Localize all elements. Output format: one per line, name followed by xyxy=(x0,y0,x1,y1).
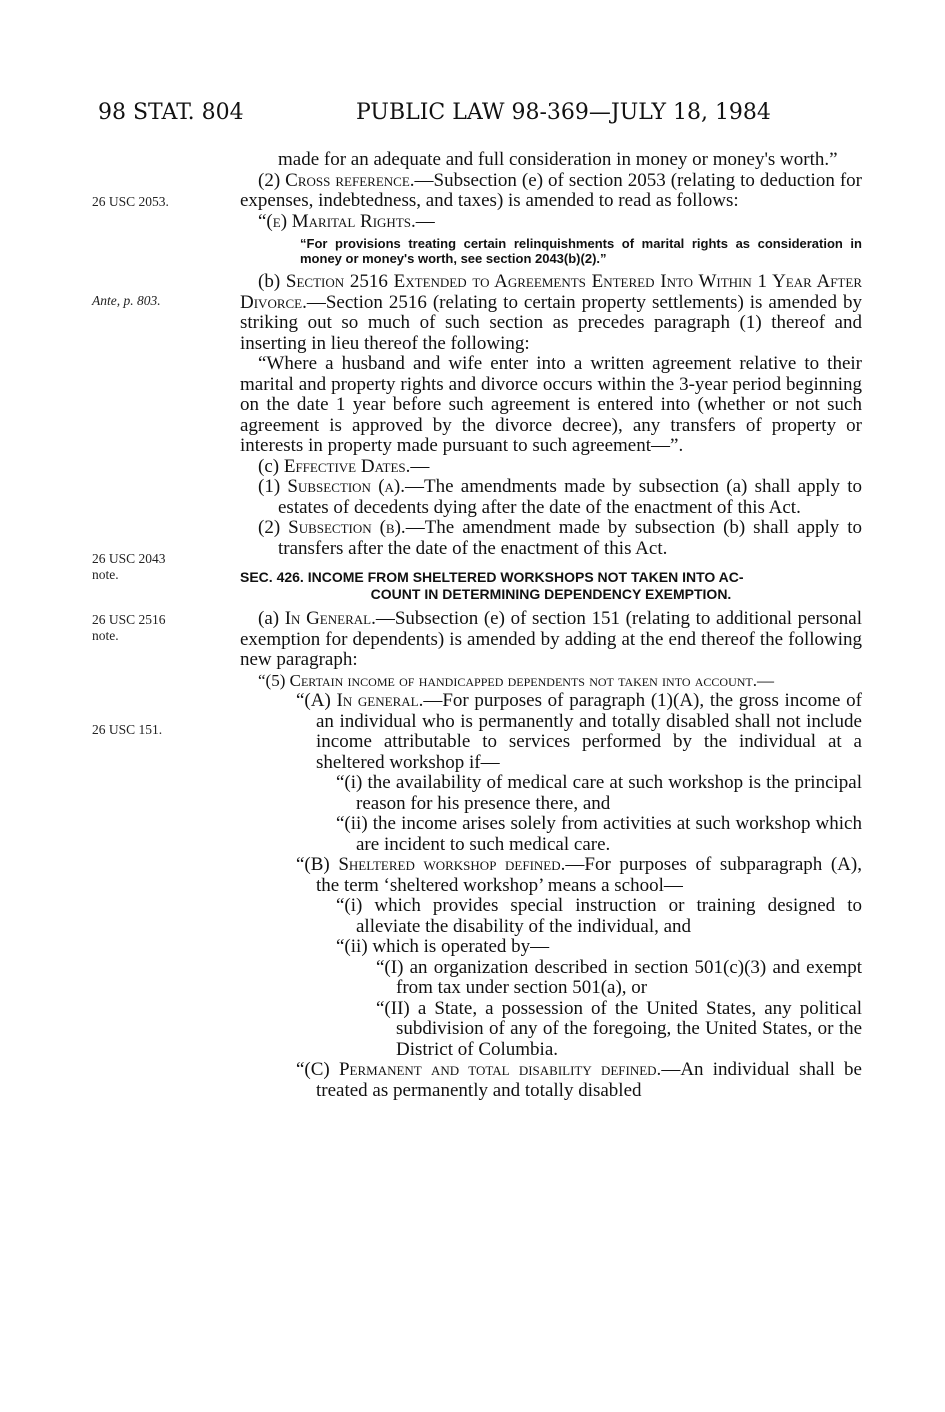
cross-reference-note: “For provisions treating certain relinquishments of marital rights as consideration in money or money's worth, see section 2043(b)(2).” xyxy=(300,236,862,266)
paragraph-label: (c) xyxy=(258,455,284,477)
paragraph-text: —Subsection (e) of section 151 (relating to additional personal exemption for dependents) is amended by adding at the end thereof the following new paragraph: xyxy=(240,608,862,670)
paragraph xyxy=(240,171,862,212)
paragraph-heading: “(C) Permanent and total disability defined. xyxy=(296,1059,662,1080)
paragraph-heading: “(A) In general. xyxy=(296,690,424,711)
paragraph-heading: Effective Dates.— xyxy=(283,455,430,477)
section-heading-line: COUNT IN DETERMINING DEPENDENCY EXEMPTION. xyxy=(370,586,732,602)
paragraph-heading: Section 2516 Extended to Agreements Entered Into Within 1 Year After Divorce. xyxy=(240,271,862,313)
paragraph-heading: Subsection (b). xyxy=(288,517,406,538)
margin-note-usc-2053: 26 USC 2053. xyxy=(92,194,169,209)
paragraph xyxy=(240,457,862,478)
paragraph-label: (2) xyxy=(258,169,286,191)
running-header: PUBLIC LAW 98-369—JULY 18, 1984 xyxy=(356,100,771,125)
paragraph-heading: Subsection (a). xyxy=(287,476,405,497)
margin-note-line: 26 USC 2043 xyxy=(92,551,166,566)
paragraph: “(i) the availability of medical care at such workshop is the principal reason for his presence there, and xyxy=(336,772,862,814)
paragraph-heading: “(B) Sheltered workshop defined. xyxy=(296,854,566,875)
paragraph: “(I) an organization described in section 501(c)(3) and exempt from tax under section 501(a), or xyxy=(376,956,862,998)
paragraph-label: (b) xyxy=(258,271,286,292)
paragraph-text: —For purposes of paragraph (1)(A), the gross income of an individual who is permanently and totally disabled shall not include income attributable to services performed by the individual at a sheltered workshop if— xyxy=(316,690,862,773)
paragraph-text: —Section 2516 (relating to certain property settlements) is amended by striking out so much of such section as precedes paragraph (1) thereof and inserting in lieu thereof the following: xyxy=(240,291,862,354)
paragraph xyxy=(240,272,862,354)
paragraph xyxy=(240,518,862,559)
margin-note-usc-2043 xyxy=(92,551,166,583)
paragraph-heading: In General. xyxy=(284,608,376,629)
section-heading xyxy=(240,569,862,603)
margin-note-line: note. xyxy=(92,567,119,582)
paragraph-heading: “(e) Marital Rights.— xyxy=(258,210,435,232)
paragraph-label: (1) xyxy=(258,476,288,497)
paragraph-heading: Cross reference. xyxy=(285,169,415,191)
paragraph-heading: “(5) Certain income of handicapped dependents not taken into account.— xyxy=(258,670,774,690)
paragraph: “Where a husband and wife enter into a written agreement relative to their marital and property rights and divorce occurs within the 3-year period beginning on the date 1 year before such agreement is entered into (whether or not such agreement is approved by the divorce decree), any transfers of property or interests in property made pursuant to such agreement—”. xyxy=(240,353,862,456)
paragraph: “(II) a State, a possession of the United States, any political subdivision of any of the foregoing, the United States, or the District of Columbia. xyxy=(376,997,862,1060)
paragraph-text: —For purposes of subparagraph (A), the term ‘sheltered workshop’ means a school— xyxy=(316,854,862,896)
paragraph xyxy=(240,855,862,896)
paragraph: “(ii) the income arises solely from activities at such workshop which are incident to such medical care. xyxy=(336,813,862,855)
margin-note-usc-2516 xyxy=(92,612,166,644)
margin-note-usc-151: 26 USC 151. xyxy=(92,722,163,737)
paragraph: made for an adequate and full consideration in money or money's worth.” xyxy=(278,149,838,170)
paragraph xyxy=(240,609,862,671)
paragraph: “(i) which provides special instruction or training designed to alleviate the disability of the individual, and xyxy=(336,895,862,937)
paragraph: “(ii) which is operated by— xyxy=(336,936,550,957)
paragraph-text: —The amendment made by subsection (b) shall apply to transfers after the date of the enactment of this Act. xyxy=(278,517,862,559)
paragraph-text: —An individual shall be treated as permanently and totally disabled xyxy=(316,1059,862,1101)
margin-note-line: 26 USC 2516 xyxy=(92,612,166,627)
paragraph-text: —Subsection (e) of section 2053 (relating to deduction for expenses, indebtedness, and taxes) is amended to read as follows: xyxy=(240,169,862,211)
paragraph xyxy=(240,477,862,518)
paragraph-label: (2) xyxy=(258,517,289,538)
section-heading-line: SEC. 426. INCOME FROM SHELTERED WORKSHOPS NOT TAKEN INTO AC- xyxy=(240,569,744,585)
paragraph-label: (a) xyxy=(258,608,285,629)
margin-note-ante: Ante, p. 803. xyxy=(92,293,161,308)
body-text xyxy=(240,150,862,1101)
paragraph xyxy=(240,1060,862,1101)
margin-note-line: note. xyxy=(92,628,119,643)
statute-page-number: 98 STAT. 804 xyxy=(98,100,244,125)
paragraph xyxy=(240,691,862,773)
paragraph-text: —The amendments made by subsection (a) shall apply to estates of decedents dying after the date of the enactment of this Act. xyxy=(278,476,863,518)
